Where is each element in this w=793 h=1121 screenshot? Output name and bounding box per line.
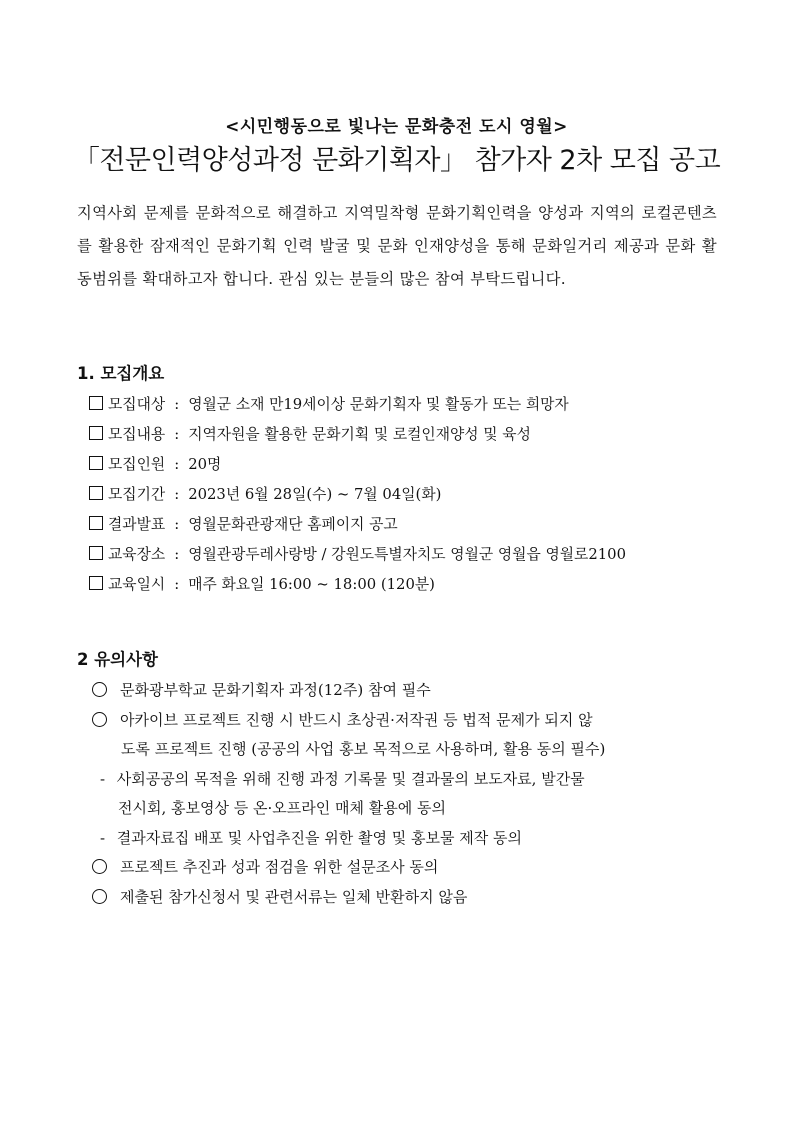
note-text: 프로젝트 추진과 성과 점검을 위한 설문조사 동의	[120, 858, 439, 876]
colon-separator: :	[174, 546, 180, 563]
overview-item-value: 영월군 소재 만19세이상 문화기획자 및 활동가 또는 희망자	[188, 396, 569, 413]
overview-item	[89, 480, 729, 510]
overview-item-label: 교육일시	[108, 576, 166, 593]
note-item	[92, 853, 732, 883]
section-heading-notes: 2 유의사항	[77, 650, 158, 669]
overview-item-value: 영월문화관광재단 홈페이지 공고	[188, 516, 398, 533]
note-subitem-text: 사회공공의 목적을 위해 진행 과정 기록물 및 결과물의 보도자료, 발간물	[116, 769, 585, 788]
document-title: 「전문인력양성과정 문화기획자」 참가자 2차 모집 공고	[72, 145, 721, 176]
overview-item-label: 결과발표	[108, 516, 166, 533]
colon-separator: :	[174, 486, 180, 503]
overview-item-label: 교육장소	[108, 546, 166, 563]
overview-item	[89, 540, 729, 570]
checkbox-square-icon	[89, 426, 103, 440]
overview-item-value: 2023년 6월 28일(수) ~ 7월 04일(화)	[188, 486, 442, 503]
checkbox-square-icon	[89, 546, 103, 560]
overview-item-value: 20명	[188, 456, 222, 473]
dash-bullet: -	[100, 828, 106, 847]
checkbox-square-icon	[89, 576, 103, 590]
colon-separator: :	[174, 426, 180, 443]
overview-item	[89, 390, 729, 420]
note-continuation: 도록 프로젝트 진행 (공공의 사업 홍보 목적으로 사용하며, 활용 동의 필수)	[121, 740, 606, 758]
overview-item-label: 모집인원	[108, 456, 166, 473]
note-subitem	[92, 765, 732, 795]
note-item	[92, 676, 732, 706]
colon-separator: :	[174, 576, 180, 593]
colon-separator: :	[174, 456, 180, 473]
circle-bullet-icon	[92, 712, 107, 727]
note-subitem	[92, 824, 732, 854]
circle-bullet-icon	[92, 889, 107, 904]
overview-item-label: 모집내용	[108, 426, 166, 443]
overview-list	[89, 390, 729, 600]
overview-item-value: 영월관광두레사랑방 / 강원도특별자치도 영월군 영월읍 영월로2100	[188, 546, 626, 563]
checkbox-square-icon	[89, 486, 103, 500]
overview-item	[89, 420, 729, 450]
overview-item-value: 지역자원을 활용한 문화기획 및 로컬인재양성 및 육성	[188, 426, 531, 443]
note-subitem-continuation: 전시회, 홍보영상 등 온·오프라인 매체 활용에 동의	[118, 799, 446, 817]
document-subtitle: <시민행동으로 빛나는 문화충전 도시 영월>	[225, 117, 568, 137]
colon-separator: :	[174, 396, 180, 413]
note-item	[92, 883, 732, 913]
checkbox-square-icon	[89, 396, 103, 410]
intro-paragraph: 지역사회 문제를 문화적으로 해결하고 지역밀착형 문화기획인력을 양성과 지역의 로컬콘텐츠를 활용한 잠재적인 문화기획 인력 발굴 및 문화 인재양성을 통해 문화일거리 제공과 문화 활동범위를 확대하고자 합니다. 관심 있는 분들의 많은 참여 부탁드립니다.	[77, 204, 717, 288]
checkbox-square-icon	[89, 456, 103, 470]
overview-item	[89, 510, 729, 540]
overview-item-label: 모집대상	[108, 396, 166, 413]
circle-bullet-icon	[92, 859, 107, 874]
overview-item	[89, 570, 729, 600]
note-subitem-text: 결과자료집 배포 및 사업추진을 위한 촬영 및 홍보물 제작 동의	[116, 828, 522, 847]
note-text: 제출된 참가신청서 및 관련서류는 일체 반환하지 않음	[120, 887, 468, 906]
note-text: 문화광부학교 문화기획자 과정(12주) 참여 필수	[120, 681, 431, 699]
colon-separator: :	[174, 516, 180, 533]
note-text: 아카이브 프로젝트 진행 시 반드시 초상권·저작권 등 법적 문제가 되지 않	[120, 710, 593, 729]
overview-item-label: 모집기간	[108, 486, 166, 503]
section-heading-overview: 1. 모집개요	[77, 364, 165, 383]
checkbox-square-icon	[89, 516, 103, 530]
circle-bullet-icon	[92, 682, 107, 697]
dash-bullet: -	[100, 769, 106, 788]
notes-list	[92, 676, 732, 912]
overview-item-value: 매주 화요일 16:00 ~ 18:00 (120분)	[188, 576, 435, 593]
note-item	[92, 706, 732, 736]
overview-item	[89, 450, 729, 480]
